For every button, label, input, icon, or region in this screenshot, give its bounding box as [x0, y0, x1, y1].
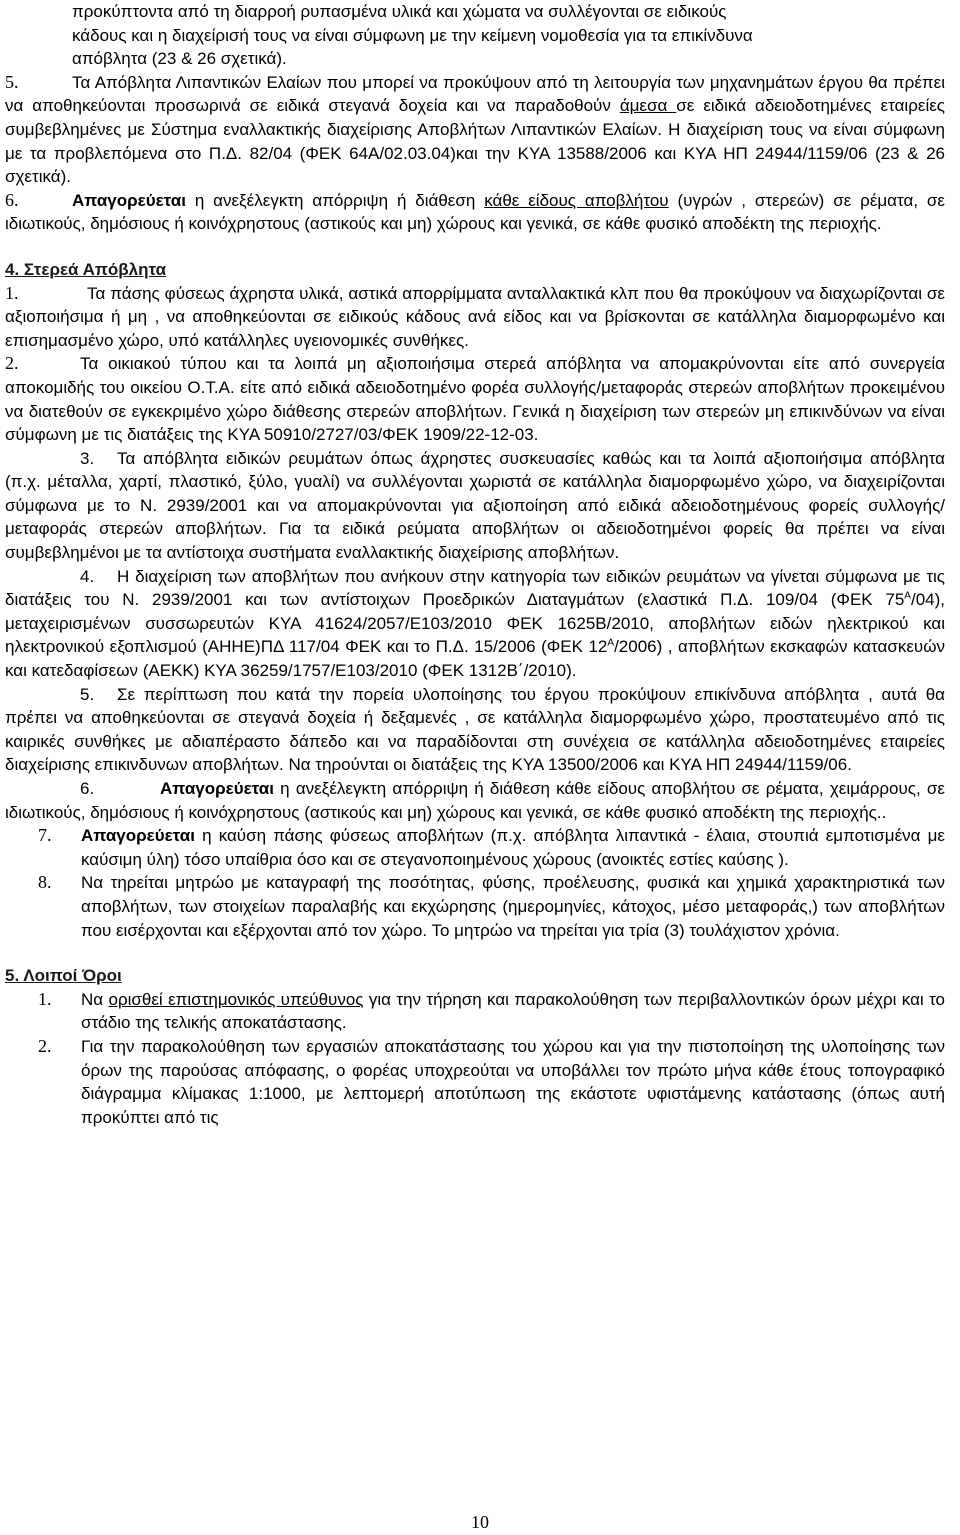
- page-number: 10: [471, 1512, 489, 1532]
- item-number: 1.: [38, 988, 52, 1009]
- text-line: κάδους και η διαχείρισή τους να είναι σύμφωνη με την κείμενη νομοθεσία για τα επικίνδυνα: [72, 25, 753, 45]
- list-item: [5, 871, 945, 942]
- item-text: Η διαχείριση των αποβλήτων που ανήκουν στην κατηγορία των ειδικών ρευμάτων να γίνεται σύμφωνα με τις διατάξεις του Ν. 2939/2001 και των αντίστοιχων Προεδρικών Διαταγμάτων (ελαστικά Π.Δ. 109/04 (ΦΕΚ 75: [5, 566, 945, 610]
- item-number: 5.: [5, 71, 19, 92]
- item-text: Τα Απόβλητα Λιπαντικών Ελαίων που μπορεί να προκύψουν από τη λειτουργία των μηχανημάτων έργου θα πρέπει να αποθηκεύονται προσωρινά σε ειδικά στεγανά δοχεία και να παραδοθούν: [5, 72, 945, 116]
- underlined-text: ορισθεί επιστημονικός υπεύθυνος: [108, 989, 364, 1009]
- document-page: [5, 0, 945, 1129]
- item-text: Σε περίπτωση που κατά την πορεία υλοποίησης του έργου προκύψουν επικίνδυνα απόβλητα , αυτά θα πρέπει να αποθηκεύονται σε στεγανά δοχεία ή δεξαμενές , σε κατάλληλα διαμορφωμένο χώρο, προστατευμένο από τις καιρικές συνθήκες με αδιαπέραστο δάπεδο και να παραδίδονται στη συνέχεια σε κατάλληλα αδειοδοτημένες εταιρείες διαχείρισης επικινδυνων αποβλήτων. Να τηρούνται οι διατάξεις της ΚΥΑ 13500/2006 και ΚΥΑ ΗΠ 24944/1159/06.: [5, 684, 945, 775]
- list-item: [5, 1035, 945, 1129]
- item-text: /2006) , αποβλήτων εκσκαφών κατασκευών και κατεδαφίσεων (ΑΕΚΚ) ΚΥΑ 36259/1757/Ε103/2010 (ΦΕΚ 1312Β΄/2010).: [5, 637, 946, 681]
- text-line: απόβλητα (23 & 26 σχετικά).: [72, 49, 287, 69]
- item-number: 6.: [5, 189, 19, 210]
- superscript: Α: [904, 590, 911, 602]
- item-number: 4.: [80, 566, 95, 586]
- list-item: [5, 565, 945, 683]
- item-number: 7.: [38, 825, 52, 846]
- item-text: Τα οικιακού τύπου και τα λοιπά μη αξιοποιήσιμα στερεά απόβλητα να απομακρύνονται είτε από συνεργεία αποκομιδής του οικείου Ο.Τ.Α. είτε από ειδικά αδειοδοτημένο φορέα συλλογής/μεταφοράς στερεών αποβλήτων προκειμένου να διατεθούν σε εγκεκριμένο χώρο διάθεσης στερεών αποβλήτων. Γενικά η διαχείριση των στερεών μη επικινδύνων να είναι σύμφωνη με τις διατάξεις της ΚΥΑ 50910/2727/03/ΦΕΚ 1909/22-12-03.: [5, 354, 945, 445]
- list-item: [5, 71, 945, 189]
- item-number: 2.: [5, 353, 19, 374]
- item-text: Να: [81, 989, 109, 1009]
- paragraph-continuation: [5, 0, 945, 71]
- item-number: 3.: [80, 448, 95, 468]
- underlined-text: άμεσα: [619, 96, 677, 116]
- bold-text: Απαγορεύεται: [81, 826, 195, 846]
- item-text: η ανεξέλεγκτη απόρριψη ή διάθεση κάθε είδους αποβλήτου σε ρέματα, χειμάρρους, σε ιδιωτικούς, δημόσιους ή κοινόχρηστους (αστικούς και μη) χώρους και γενικά, σε κάθε φυσικό αποδέκτη της περιοχής..: [5, 779, 945, 822]
- item-text: Τα απόβλητα ειδικών ρευμάτων όπως άχρηστες συσκευασίες καθώς και τα λοιπά αξιοποιήσιμα απόβλητα (π.χ. μέταλλα, χαρτί, πλαστικό, ξύλο, γυαλί) να συλλέγονται χωριστά σε κατάλληλα διαμορφωμένο χώρο, να διαχειρίζονται σύμφωνα με το Ν. 2939/2001 και να απομακρύνονται για αξιοποίηση από ειδικά αδειοδοτημένους φορείς συλλογής/μεταφοράς στερεών αποβλήτων. Για τα ειδικά ρεύματα αποβλήτων οι αδειοδοτημένοι φορείς θα πρέπει να είναι συμβεβλημένοι με τα αντίστοιχα συστήματα εναλλακτικής διαχείρισης αποβλήτων.: [5, 448, 945, 563]
- item-number: 8.: [38, 872, 52, 893]
- list-item: [5, 189, 945, 236]
- item-number: 6.: [80, 779, 95, 798]
- superscript: Α: [607, 637, 615, 649]
- item-text: /04), μεταχειρισμένων συσσωρευτών ΚΥΑ 41624/2057/Ε103/2010 ΦΕΚ 1625Β/2010, αποβλήτων ειδών ηλεκτρικού και ηλεκτρονικού εξοπλισμού (ΑΗΗΕ)ΠΔ 117/04 ΦΕΚ και το Π.Δ. 15/2006 (ΦΕΚ 12: [5, 590, 945, 657]
- item-text: (υγρών , στερεών) σε ρέματα, σε ιδιωτικούς, δημόσιους ή κοινόχρηστους (αστικούς και μη) χώρους και γενικά, σε κάθε φυσικό αποδέκτη της περιοχής.: [5, 190, 945, 234]
- item-text: Να τηρείται μητρώο με καταγραφή της ποσότητας, φύσης, προέλευσης, φυσικά και χημικά χαρακτηριστικά των αποβλήτων, των στοιχείων παραλαβής και εκχώρησης (ημερομηνίες, κάτοχος, μέσο μεταφοράς,) των αποβλήτων που εισέρχονται και εξέρχονται από τον χώρο. Το μητρώο να τηρείται για τρία (3) τουλάχιστον χρόνια.: [81, 873, 945, 940]
- section-heading-solid-waste: 4. Στερεά Απόβλητα: [5, 259, 167, 279]
- list-item: [5, 683, 945, 777]
- item-number: 5.: [80, 684, 95, 704]
- list-item: [5, 282, 945, 353]
- item-text: σε ειδικά αδειοδοτημένες εταιρείες συμβεβλημένες με Σύστημα εναλλακτικής διαχείρισης Αποβλήτων Λιπαντικών Ελαίων. Η διαχείριση τους να είναι σύμφωνη με τα προβλεπόμενα στο Π.Δ. 82/04 (ΦΕΚ 64Α/02.03.04)και την ΚΥΑ 13588/2006 και ΚΥΑ ΗΠ 24944/1159/06 (23 & 26 σχετικά).: [5, 96, 945, 187]
- underlined-text: κάθε είδους αποβλήτου: [484, 190, 669, 210]
- list-item: [5, 824, 945, 871]
- text-line: προκύπτοντα από τη διαρροή ρυπασμένα υλικά και χώματα να συλλέγονται σε ειδικούς: [72, 2, 727, 21]
- item-number: 2.: [38, 1035, 52, 1056]
- item-text: Τα πάσης φύσεως άχρηστα υλικά, αστικά απορρίμματα ανταλλακτικά κλπ που θα προκύψουν να διαχωρίζονται σε αξιοποιήσιμα ή μη , να αποθηκεύονται σε ειδικούς κάδους ανά είδος και να βρίσκονται σε κατάλληλα διαμορφωμένο και επισημασμένο χώρο, υπό κατάλληλες υγειονομικές συνθήκες.: [5, 283, 945, 350]
- item-text: Για την παρακολούθηση των εργασιών αποκατάστασης του χώρου και για την πιστοποίηση της υλοποίησης των όρων της παρούσας απόφασης, ο φορέας υποχρεούται να υποβάλλει τον πρώτο μήνα κάθε έτους τοπογραφικό διάγραμμα κλίμακας 1:1000, με λεπτομερή αποτύπωση της εκάστοτε υφιστάμενης κατάστασης (όπως αυτή προκύπτει από τις: [81, 1036, 945, 1127]
- section-heading-other-terms: 5. Λοιποί Όροι: [5, 966, 122, 986]
- list-item: [5, 352, 945, 446]
- item-text: η ανεξέλεγκτη απόρριψη ή διάθεση: [185, 190, 485, 210]
- list-item: [5, 988, 945, 1035]
- item-number: 1.: [5, 282, 19, 303]
- item-text: για την τήρηση και παρακολούθηση των περιβαλλοντικών όρων μέχρι και το στάδιο της τελικής αποκατάστασης.: [81, 989, 946, 1033]
- list-item: [5, 447, 945, 565]
- item-text: η καύση πάσης φύσεως αποβλήτων (π.χ. απόβλητα λιπαντικά - έλαια, στουπιά εμποτισμένα με καύσιμη ύλη) τόσο υπαίθρια όσο και σε στεγανοποιημένους χώρους (ανοικτές εστίες καύσης ).: [81, 826, 945, 869]
- list-item: [5, 777, 945, 824]
- bold-text: Απαγορεύεται: [160, 779, 274, 798]
- bold-text: Απαγορεύεται: [72, 190, 186, 210]
